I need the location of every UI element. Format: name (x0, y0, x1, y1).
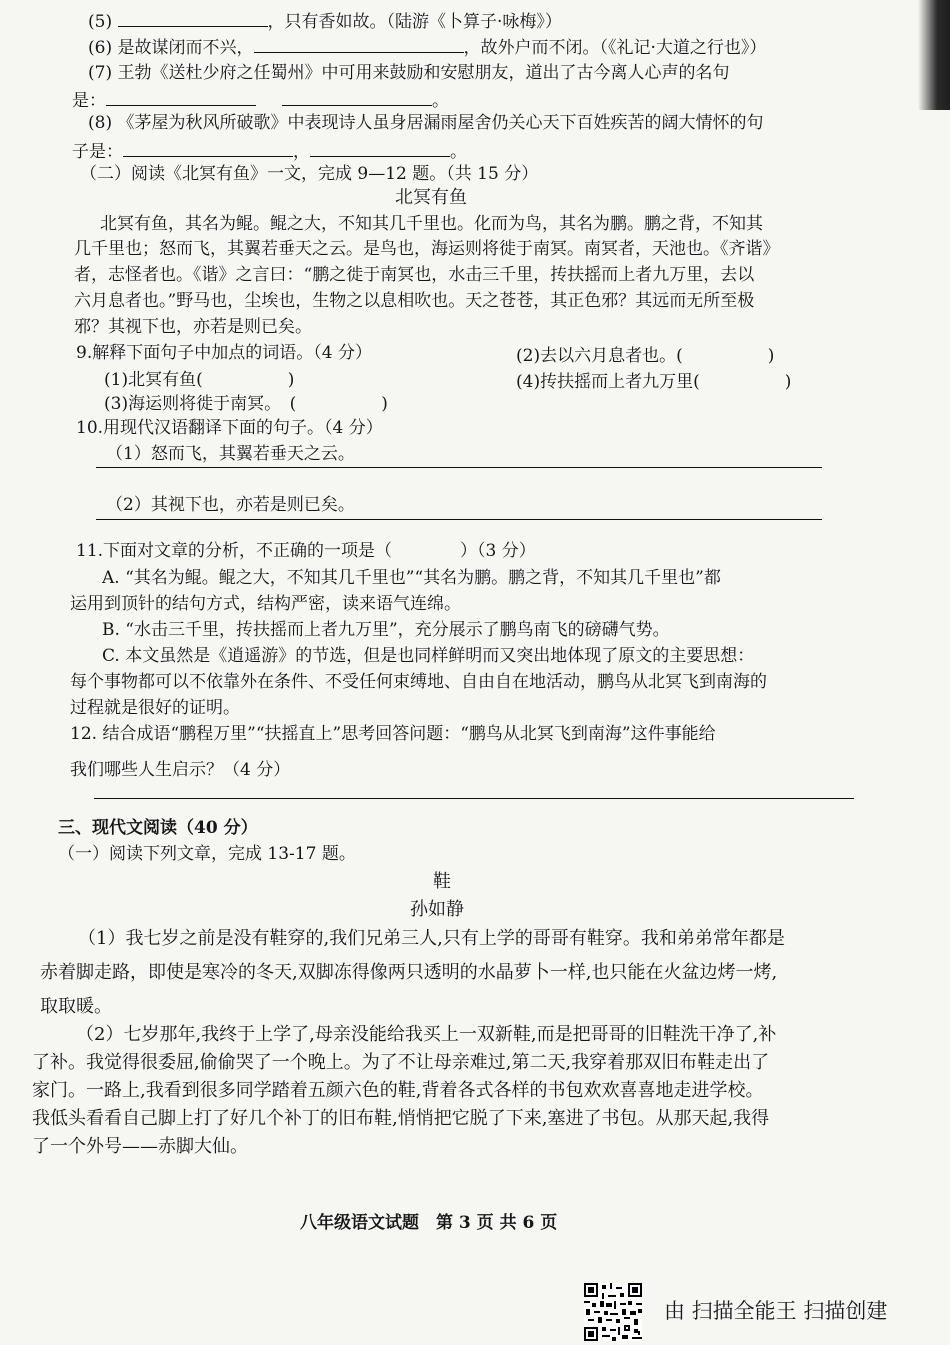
passage-title: 北冥有鱼 (395, 187, 467, 208)
question-12-cont: 我们哪些人生启示？（4 分） (70, 760, 291, 780)
question-12: 12. 结合成语“鹏程万里”“扶摇直上”思考回答问题：“鹏鸟从北冥飞到南海”这件事能给 (70, 724, 716, 744)
q11-option-a-cont: 运用到顶针的结句方式，结构严密，读来语气连绵。 (70, 594, 461, 614)
q9-item-1[interactable]: (1)北冥有鱼( ) (104, 370, 295, 390)
answer-line[interactable] (96, 467, 822, 468)
qr-code (584, 1283, 642, 1341)
q10-sentence-1: （1）怒而飞，其翼若垂天之云。 (106, 444, 355, 464)
q11-option-b[interactable]: B. “水击三千里，抟扶摇而上者九万里”，充分展示了鹏鸟南飞的磅礴气势。 (102, 620, 670, 640)
q11-option-a[interactable]: A. “其名为鲲。鲲之大，不知其几千里也”“其名为鹏。鹏之背，不知其几千里也”都 (102, 568, 721, 588)
article-paragraph-2-cont: 我低头看看自己脚上打了好几个补丁的旧布鞋,悄悄把它脱了下来,塞进了书包。从那天起,我得 (32, 1108, 770, 1129)
question-8-answer: 子是： ， 。 (72, 142, 467, 162)
article-paragraph-2-cont: 了补。我觉得很委屈,偷偷哭了一个晚上。为了不让母亲难过,第二天,我穿着那双旧布鞋走出了 (32, 1052, 770, 1073)
question-10: 10.用现代汉语翻译下面的句子。（4 分） (76, 418, 383, 438)
question-9: 9.解释下面句子中加点的词语。（4 分） (76, 343, 372, 363)
q9-item-2[interactable]: (2)去以六月息者也。( ) (516, 346, 775, 366)
passage-line: 几千里也；怒而飞，其翼若垂天之云。是鸟也，海运则将徙于南冥。南冥者，天池也。《齐谐》 (74, 239, 780, 259)
article-paragraph-2: （2）七岁那年,我终于上学了,母亲没能给我买上一双新鞋,而是把哥哥的旧鞋洗干净了,补 (76, 1024, 777, 1045)
answer-blank[interactable] (106, 89, 256, 106)
scanner-watermark: 由 扫描全能王 扫描创建 (664, 1299, 888, 1323)
answer-blank[interactable] (282, 89, 432, 106)
q11-option-c[interactable]: C. 本文虽然是《逍遥游》的节选，但是也同样鲜明而又突出地体现了原文的主要思想： (102, 646, 755, 666)
q9-item-3[interactable]: (3)海运则将徙于南冥。 ( ) (104, 394, 388, 414)
article-paragraph-2-cont: 了一个外号——赤脚大仙。 (32, 1136, 248, 1157)
q11-option-c-cont: 过程就是很好的证明。 (70, 698, 240, 718)
answer-blank[interactable] (254, 36, 464, 53)
question-6: (6) 是故谋闭而不兴， ，故外户而不闭。（《礼记·大道之行也》） (88, 38, 767, 58)
section-2-heading: （二）阅读《北冥有鱼》一文，完成 9—12 题。（共 15 分） (80, 164, 539, 184)
page-footer: 八年级语文试题 第 3 页 共 6 页 (300, 1213, 558, 1233)
article-paragraph-1-cont: 赤着脚走路，即使是寒冷的冬天,双脚冻得像两只透明的水晶萝卜一样,也只能在火盆边烤一烤, (40, 962, 778, 983)
question-8: (8) 《茅屋为秋风所破歌》中表现诗人虽身居漏雨屋舍仍关心天下百姓疾苦的阔大情怀的句 (88, 113, 764, 133)
question-7-answer: 是： 。 (72, 91, 449, 111)
answer-blank[interactable] (123, 140, 293, 157)
section-3-subheading: （一）阅读下列文章，完成 13-17 题。 (58, 844, 356, 864)
scan-shadow (918, 0, 950, 110)
q10-sentence-2: （2）其视下也，亦若是则已矣。 (106, 495, 355, 515)
answer-blank[interactable] (118, 10, 268, 27)
article-title: 鞋 (433, 871, 451, 892)
question-11: 11.下面对文章的分析，不正确的一项是（ ）（3 分） (76, 541, 536, 561)
answer-line[interactable] (96, 519, 822, 520)
article-paragraph-1: （1）我七岁之前是没有鞋穿的,我们兄弟三人,只有上学的哥哥有鞋穿。我和弟弟常年都是 (78, 928, 785, 949)
answer-blank[interactable] (310, 140, 450, 157)
question-5: (5) ，只有香如故。（陆游《卜算子·咏梅》） (88, 12, 562, 32)
qr-code-icon (584, 1283, 642, 1341)
q9-item-4[interactable]: (4)抟扶摇而上者九万里( ) (516, 372, 792, 392)
answer-line[interactable] (94, 798, 854, 799)
passage-line: 邪？其视下也，亦若是则已矣。 (74, 317, 312, 337)
article-paragraph-1-cont: 取取暖。 (40, 996, 112, 1017)
passage-line: 北冥有鱼，其名为鲲。鲲之大，不知其几千里也。化而为鸟，其名为鹏。鹏之背，不知其 (100, 214, 763, 234)
article-paragraph-2-cont: 家门。一路上,我看到很多同学踏着五颜六色的鞋,背着各式各样的书包欢欢喜喜地走进学校。 (32, 1080, 764, 1101)
article-author: 孙如静 (410, 899, 464, 920)
q11-option-c-cont: 每个事物都可以不依靠外在条件、不受任何束缚地、自由自在地活动，鹏鸟从北冥飞到南海的 (70, 672, 767, 692)
passage-line: 六月息者也。”野马也，尘埃也，生物之以息相吹也。天之苍苍，其正色邪？其远而无所至极 (74, 291, 755, 311)
question-7: (7) 王勃《送杜少府之任蜀州》中可用来鼓励和安慰朋友，道出了古今离人心声的名句 (88, 63, 730, 83)
passage-line: 者，志怪者也。《谐》之言曰：“鹏之徙于南冥也，水击三千里，抟扶摇而上者九万里，去以 (74, 265, 755, 285)
section-3-heading: 三、现代文阅读（40 分） (58, 818, 258, 838)
